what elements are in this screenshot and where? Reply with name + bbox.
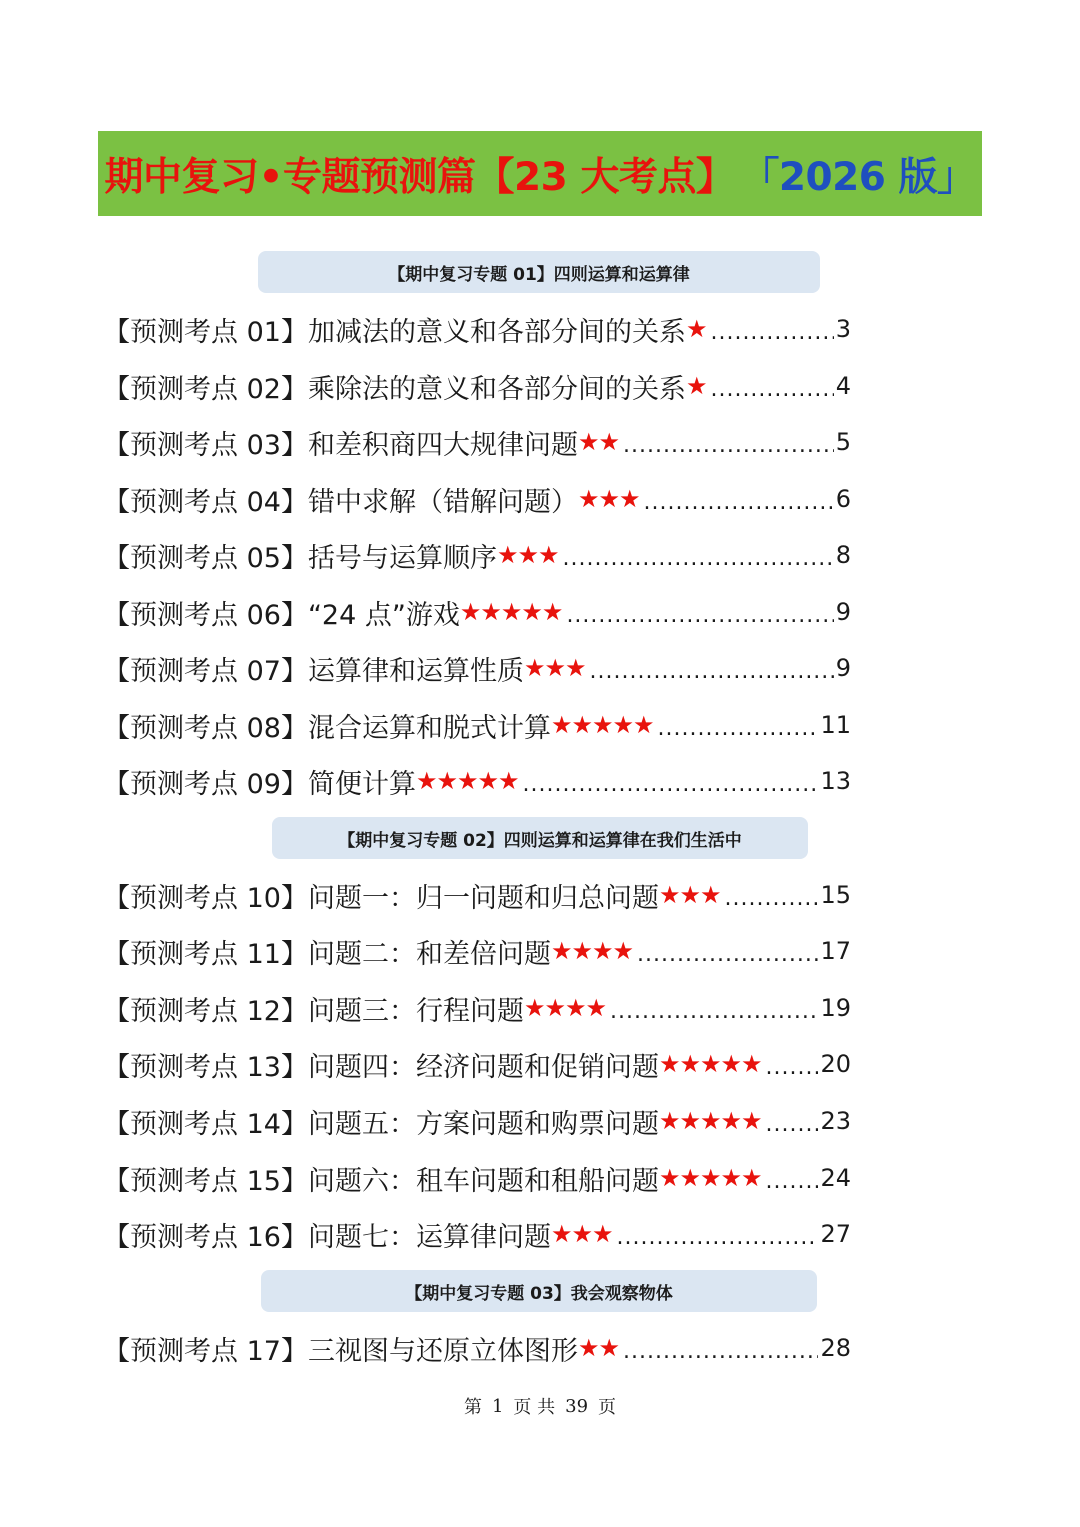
difficulty-stars-icon: ★ (685, 315, 707, 343)
title-main: 期中复习•专题预测篇【23 大考点】 (104, 154, 735, 200)
difficulty-stars-icon: ★★★★★ (459, 598, 563, 626)
dot-leader (766, 1169, 819, 1194)
topic-header-label: 【期中复习专题 01】四则运算和运算律 (388, 264, 690, 285)
toc-page-number: 9 (835, 598, 851, 626)
toc-entry[interactable] (103, 986, 851, 1030)
toc-page-number: 8 (835, 541, 851, 569)
dot-leader (566, 603, 833, 628)
toc-entry-label: 【预测考点 17】三视图与还原立体图形 (103, 1335, 578, 1367)
toc-entry-label: 【预测考点 09】简便计算 (103, 768, 416, 800)
dot-leader (590, 659, 834, 684)
toc-entry-label: 【预测考点 11】问题二：和差倍问题 (103, 938, 551, 970)
toc-entry[interactable] (103, 477, 851, 521)
footer-suffix: 页 (598, 1397, 617, 1418)
toc-entry-label: 【预测考点 02】乘除法的意义和各部分间的关系 (103, 373, 686, 405)
topic-header-label: 【期中复习专题 03】我会观察物体 (405, 1283, 673, 1304)
toc-entry[interactable] (103, 1042, 851, 1086)
toc-page-number: 5 (835, 428, 851, 456)
difficulty-stars-icon: ★★ (577, 428, 619, 456)
dot-leader (623, 433, 834, 458)
difficulty-stars-icon: ★★★★ (523, 994, 607, 1022)
toc-entry-label: 【预测考点 14】问题五：方案问题和购票问题 (103, 1108, 659, 1140)
dot-leader (710, 320, 833, 345)
toc-entry-label: 【预测考点 07】运算律和运算性质 (103, 655, 524, 687)
toc-entry-label: 【预测考点 08】混合运算和脱式计算 (103, 712, 551, 744)
toc-page-number: 11 (820, 711, 851, 739)
toc-entry-label: 【预测考点 10】问题一：归一问题和归总问题 (103, 882, 659, 914)
toc-entry[interactable] (103, 420, 851, 464)
toc-page-number: 6 (835, 485, 851, 513)
toc-page-number: 13 (820, 767, 851, 795)
toc-entry[interactable] (103, 1212, 851, 1256)
toc-entry[interactable] (103, 873, 851, 917)
toc-page-number: 24 (820, 1164, 851, 1192)
topic-header-label: 【期中复习专题 02】四则运算和运算律在我们生活中 (338, 830, 742, 851)
title-edition: 「2026 版」 (740, 154, 976, 200)
toc-entry-label: 【预测考点 13】问题四：经济问题和促销问题 (103, 1051, 659, 1083)
difficulty-stars-icon: ★★★ (577, 485, 640, 513)
toc-entry[interactable] (103, 364, 851, 408)
dot-leader (610, 999, 818, 1024)
toc-entry[interactable] (103, 703, 851, 747)
toc-page-number: 9 (835, 654, 851, 682)
toc-entry-label: 【预测考点 05】括号与运算顺序 (103, 542, 497, 574)
footer-total-pages: 39 (565, 1395, 589, 1417)
toc-entry-label: 【预测考点 01】加减法的意义和各部分间的关系 (103, 316, 686, 348)
toc-entry[interactable] (103, 759, 851, 803)
toc-entry[interactable] (103, 929, 851, 973)
toc-entry-label: 【预测考点 12】问题三：行程问题 (103, 995, 524, 1027)
toc-page-number: 3 (835, 315, 851, 343)
difficulty-stars-icon: ★★★ (496, 541, 559, 569)
difficulty-stars-icon: ★ (685, 372, 707, 400)
dot-leader (523, 772, 819, 797)
toc-page-number: 17 (820, 937, 851, 965)
toc-entry[interactable] (103, 1156, 851, 1200)
difficulty-stars-icon: ★★★★★ (658, 1164, 762, 1192)
difficulty-stars-icon: ★★ (577, 1334, 619, 1362)
topic-header-02 (272, 817, 808, 859)
dot-leader (623, 1339, 818, 1364)
toc-entry[interactable] (103, 307, 851, 351)
footer-prefix: 第 (463, 1397, 482, 1418)
toc-entry[interactable] (103, 1326, 851, 1370)
toc-entry[interactable] (103, 533, 851, 577)
topic-header-03 (261, 1270, 817, 1312)
difficulty-stars-icon: ★★★ (658, 881, 721, 909)
dot-leader (658, 716, 819, 741)
footer-middle: 页 共 (513, 1397, 556, 1418)
footer-current-page: 1 (491, 1395, 504, 1417)
dot-leader (766, 1055, 819, 1080)
toc-page-number: 27 (820, 1220, 851, 1248)
dot-leader (644, 490, 834, 515)
toc-entry-label: 【预测考点 03】和差积商四大规律问题 (103, 429, 578, 461)
difficulty-stars-icon: ★★★★★ (658, 1107, 762, 1135)
difficulty-stars-icon: ★★★★ (550, 937, 634, 965)
dot-leader (563, 546, 834, 571)
difficulty-stars-icon: ★★★★★ (658, 1050, 762, 1078)
difficulty-stars-icon: ★★★ (523, 654, 586, 682)
dot-leader (710, 377, 833, 402)
difficulty-stars-icon: ★★★★★ (415, 767, 519, 795)
page-footer (0, 1392, 1080, 1420)
toc-entry-label: 【预测考点 15】问题六：租车问题和租船问题 (103, 1165, 659, 1197)
title-banner (98, 131, 982, 216)
toc-entry-label: 【预测考点 04】错中求解（错解问题） (103, 486, 578, 518)
difficulty-stars-icon: ★★★★★ (550, 711, 654, 739)
toc-page-number: 20 (820, 1050, 851, 1078)
toc-page-number: 15 (820, 881, 851, 909)
toc-entry[interactable] (103, 1099, 851, 1143)
dot-leader (766, 1112, 819, 1137)
toc-page-number: 4 (835, 372, 851, 400)
toc-entry[interactable] (103, 590, 851, 634)
toc-page-number: 28 (820, 1334, 851, 1362)
toc-page-number: 19 (820, 994, 851, 1022)
toc-entry-label: 【预测考点 06】“24 点”游戏 (103, 599, 460, 631)
toc-page-number: 23 (820, 1107, 851, 1135)
difficulty-stars-icon: ★★★ (550, 1220, 613, 1248)
toc-entry-label: 【预测考点 16】问题七：运算律问题 (103, 1221, 551, 1253)
topic-header-01 (258, 251, 820, 293)
dot-leader (617, 1225, 819, 1250)
dot-leader (637, 942, 818, 967)
dot-leader (725, 886, 819, 911)
toc-entry[interactable] (103, 646, 851, 690)
